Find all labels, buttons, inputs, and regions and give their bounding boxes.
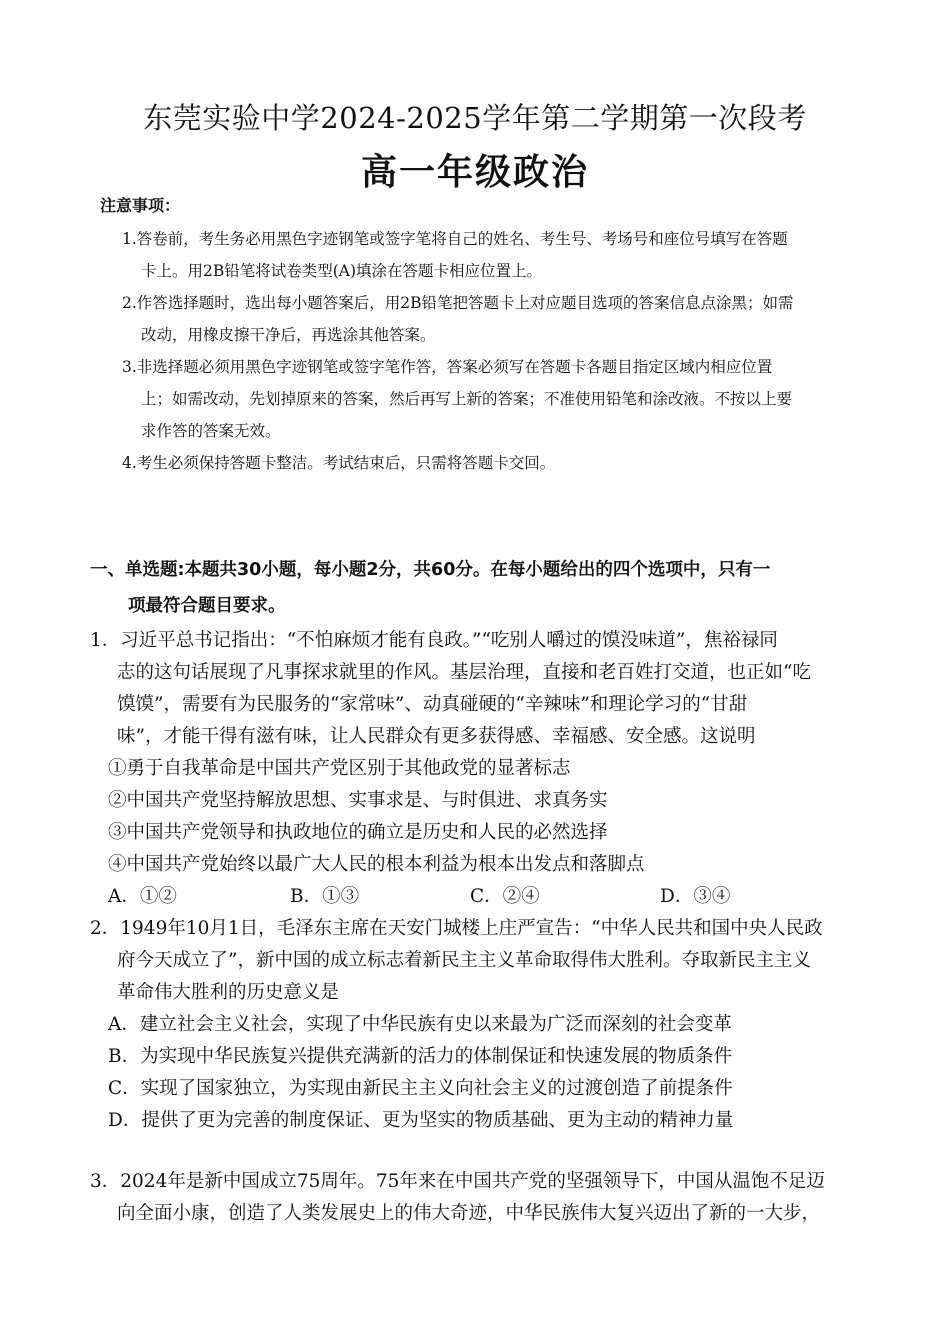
notice-heading: 注意事项：	[100, 196, 181, 215]
question-2-option-c: C．实现了国家独立，为实现由新民主主义向社会主义的过渡创造了前提条件	[108, 1078, 733, 1099]
question-2-option-a: A．建立社会主义社会，实现了中华民族有史以来最为广泛而深刻的社会变革	[108, 1014, 732, 1035]
notice-line: 1.答卷前，考生务必用黑色字迹钢笔或签字笔将自己的姓名、考生号、考场号和座位号填写在答题	[122, 230, 788, 248]
question-1-line: 味”，才能干得有滋有味，让人民群众有更多获得感、幸福感、安全感。这说明	[117, 726, 756, 747]
section-heading	[90, 556, 770, 581]
question-3-line: 3．2024年是新中国成立75周年。75年来在中国共产党的坚强领导下，中国从温饱不足迈	[90, 1171, 825, 1192]
question-3-line: 向全面小康，创造了人类发展史上的伟大奇迹，中华民族伟大复兴迈出了新的一大步，	[117, 1203, 821, 1224]
question-1-option-a: A．①②	[108, 886, 177, 907]
question-1-statement: ④中国共产党始终以最广大人民的根本利益为根本出发点和落脚点	[108, 854, 645, 875]
question-1-statement: ③中国共产党领导和执政地位的确立是历史和人民的必然选择	[108, 822, 608, 843]
notice-line: 3.非选择题必须用黑色字迹钢笔或签字笔作答，答案必须写在答题卡各题目指定区域内相应位置	[122, 358, 773, 376]
section-description: :本题共30小题，每小题2分，共60分。在每小题给出的四个选项中，只有一	[177, 560, 771, 580]
question-2-option-b: B．为实现中华民族复兴提供充满新的活力的体制保证和快速发展的物质条件	[108, 1046, 733, 1067]
question-2-line: 革命伟大胜利的历史意义是	[117, 982, 340, 1003]
question-1-statement: ②中国共产党坚持解放思想、实事求是、与时俱进、求真务实	[108, 790, 608, 811]
notice-line: 2.作答选择题时，选出每小题答案后，用2B铅笔把答题卡上对应题目选项的答案信息点涂黑；如需	[122, 294, 794, 312]
question-1-line: 馍馍”，需要有为民服务的“家常味”、动真碰硬的“辛辣味”和理论学习的“甘甜	[117, 694, 748, 715]
question-2-line: 府今天成立了”，新中国的成立标志着新民主主义革命取得伟大胜利。夺取新民主主义	[117, 950, 811, 971]
question-1-option-b: B．①③	[290, 886, 360, 907]
subject-title: 高一年级政治	[360, 152, 589, 193]
section-description-cont: 项最符合题目要求。	[128, 596, 286, 616]
question-1-option-d: D．③④	[660, 886, 731, 907]
question-1-option-c: C．②④	[470, 886, 540, 907]
question-1-line: 志的这句话展现了凡事探求就里的作风。基层治理，直接和老百姓打交道，也正如“吃	[117, 662, 811, 683]
question-2-option-d: D．提供了更为完善的制度保证、更为坚实的物质基础、更为主动的精神力量	[108, 1110, 734, 1131]
question-1-statement: ①勇于自我革命是中国共产党区别于其他政党的显著标志	[108, 758, 571, 779]
notice-line: 改动，用橡皮擦干净后，再选涂其他答案。	[141, 326, 436, 344]
exam-title: 东莞实验中学2024-2025学年第二学期第一次段考	[143, 101, 807, 135]
question-2-line: 2．1949年10月1日，毛泽东主席在天安门城楼上庄严宣告：“中华人民共和国中央人民政	[90, 918, 823, 939]
notice-line: 卡上。用2B铅笔将试卷类型(A)填涂在答题卡相应位置上。	[141, 262, 543, 280]
notice-line: 上；如需改动，先划掉原来的答案，然后再写上新的答案；不准使用铅笔和涂改液。不按以上要	[141, 390, 793, 408]
notice-line: 求作答的答案无效。	[141, 422, 281, 440]
section-title: 一、单选题	[90, 560, 178, 580]
question-1-line: 1．习近平总书记指出：“不怕麻烦才能有良政。”“吃别人嚼过的馍没味道”，焦裕禄同	[90, 630, 778, 651]
notice-line: 4.考生必须保持答题卡整洁。考试结束后，只需将答题卡交回。	[122, 454, 556, 472]
